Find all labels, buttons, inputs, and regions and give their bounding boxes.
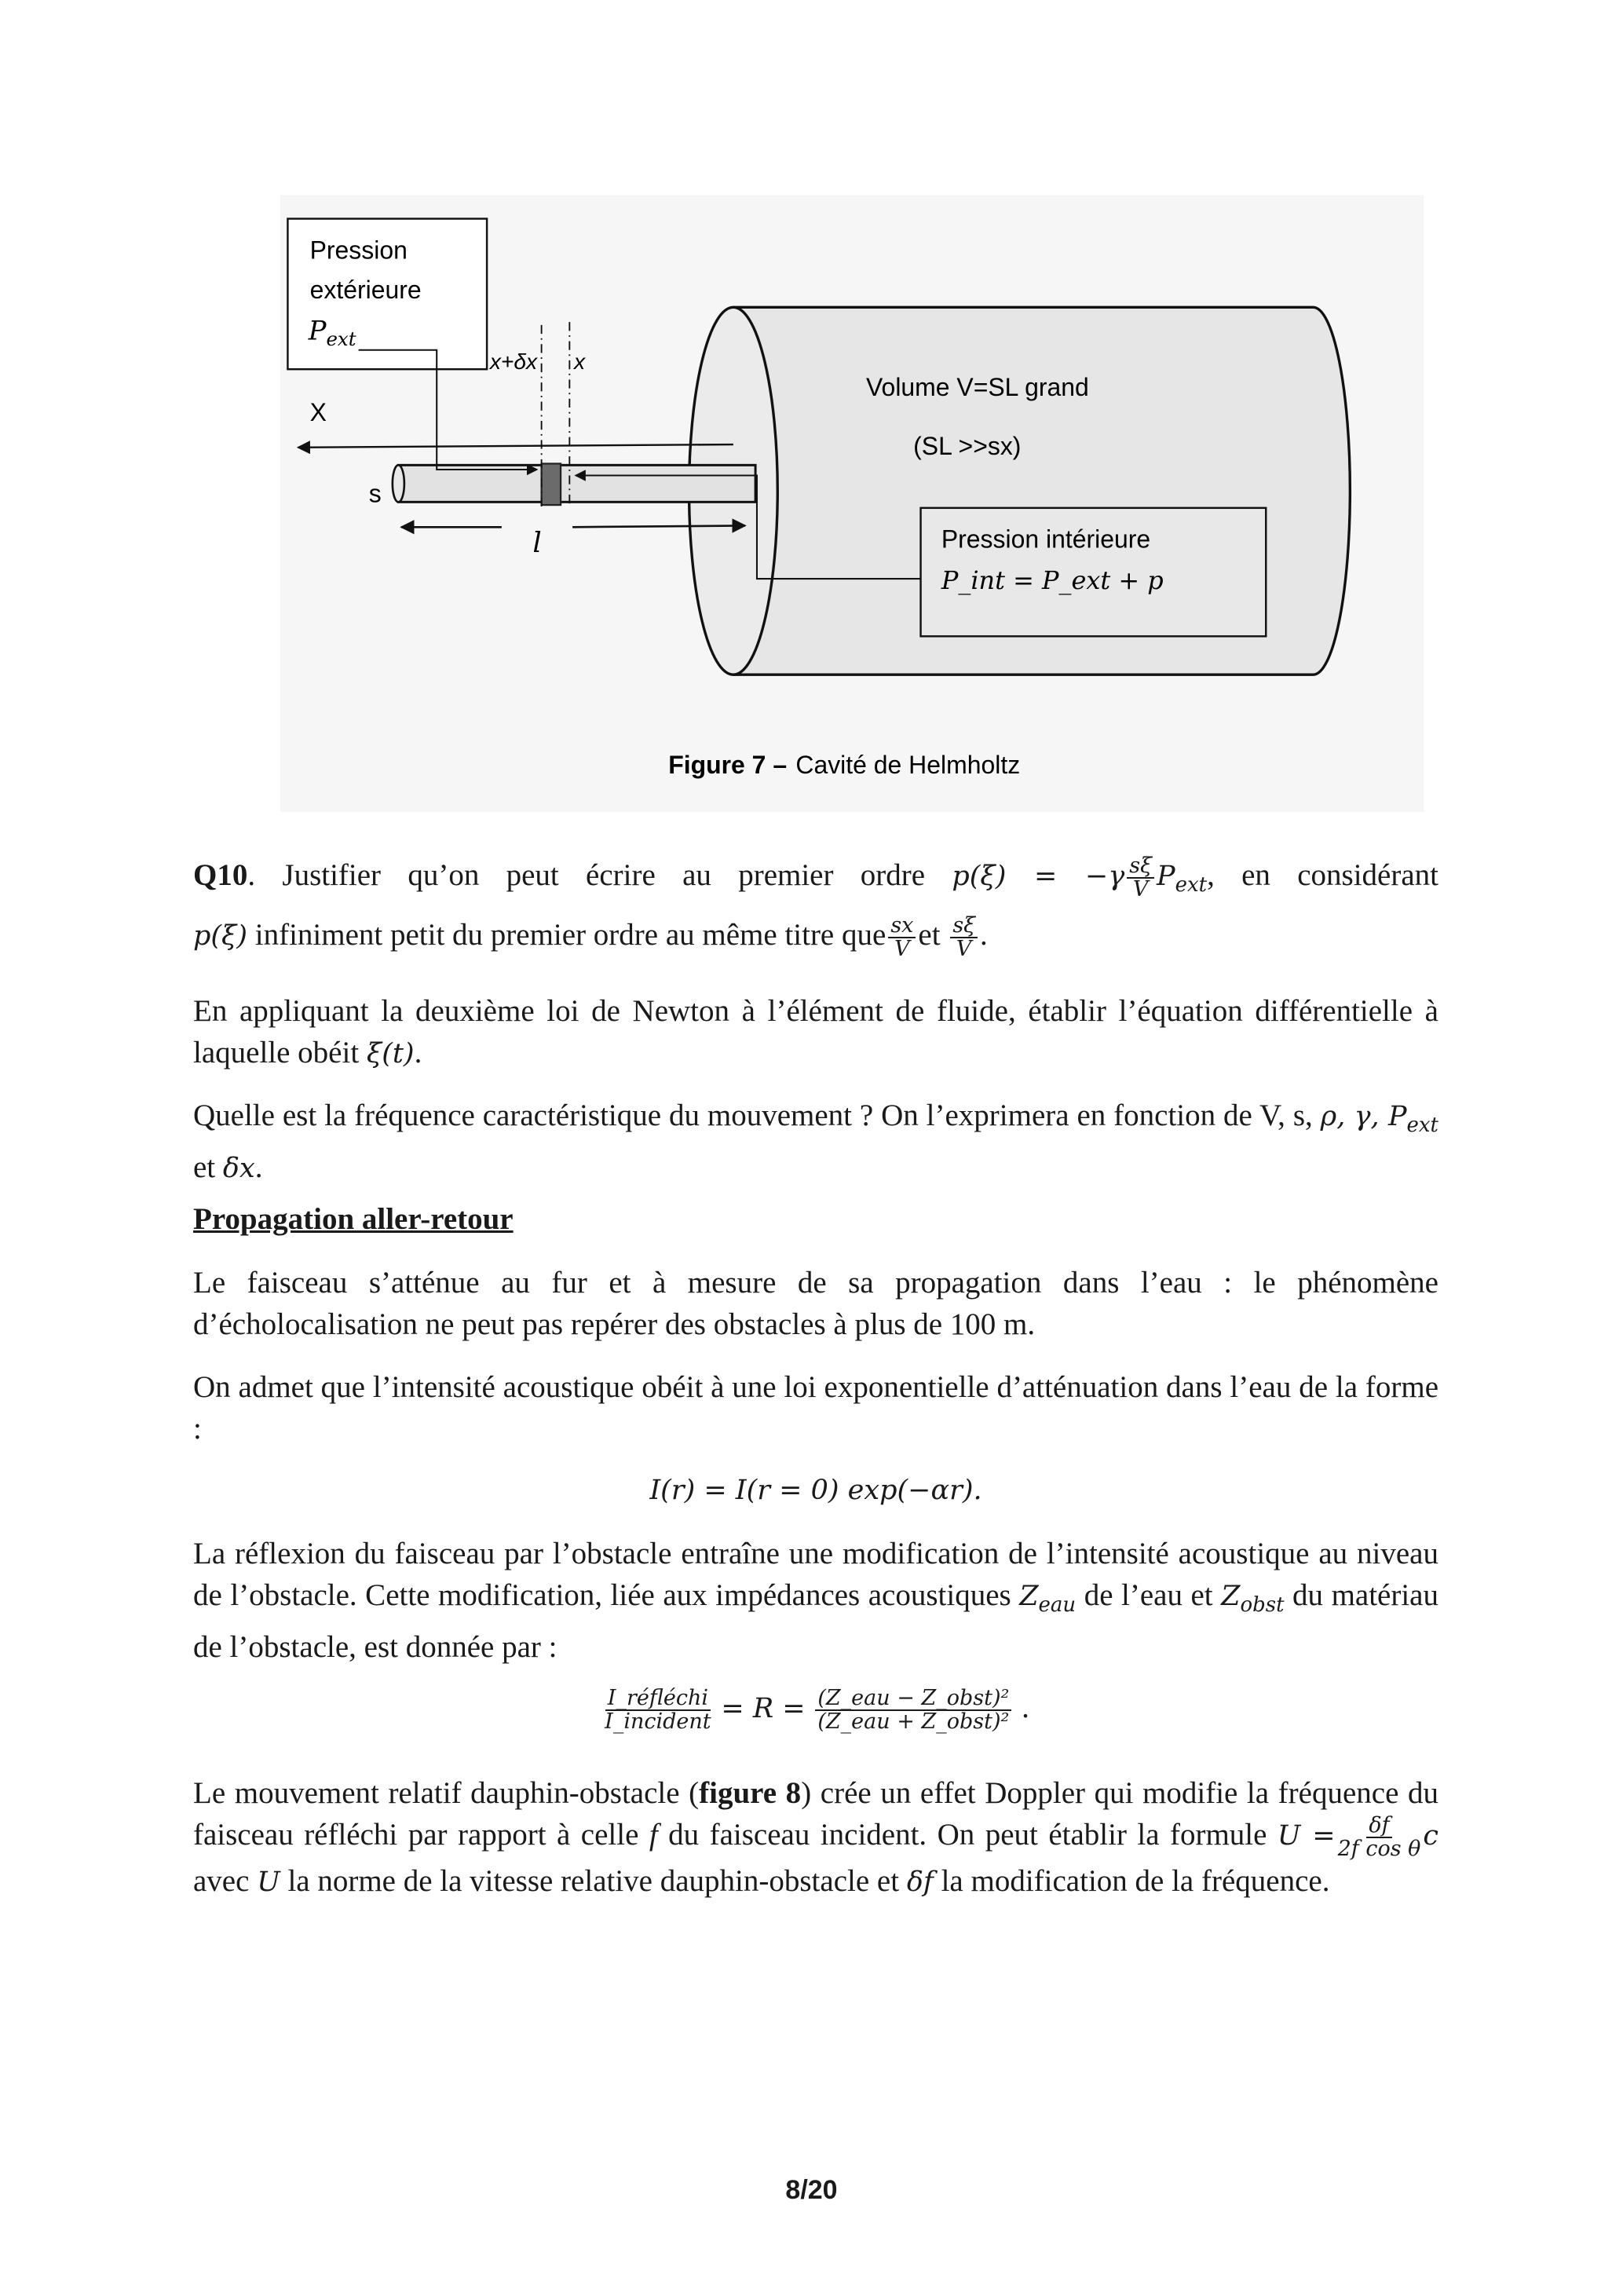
q10-line2: p(ξ) infiniment petit du premier ordre au même titre que $\frac{sx}{V}$ et $\frac{s\xi}{V}$ . [193,913,988,962]
figure-caption: Figure 7 – Cavité de Helmholtz [668,751,1021,780]
q10-text: . Justifier qu’on peut écrire au premier ordre [247,858,926,892]
page-number: 8/20 [785,2175,838,2205]
fluid-element [542,463,561,505]
q10-frac: $\frac{s\xi}{V}$ [1127,855,1154,901]
section-label: s [368,479,382,508]
doppler-paragraph: Le mouvement relatif dauphin-obstacle (figure 8) crée un effet Doppler qui modifie la fréquence du faisceau réfléchi par rapport à celle f du faisceau incident. On peut établir la formule U = $\frac{\delta f}{\text{2f cos θ}}$ c avec U la norme de la vitesse relative dauphin-obstacle et δf la modification de la fréquence. [193,1776,1438,1899]
label-x: x [573,349,586,375]
section-heading: Propagation aller-retour [193,1202,514,1236]
volume-condition: (SL >>sx) [913,432,1022,461]
helmholtz-cavity-figure [0,0,1623,817]
question-number: Q10 [193,858,248,892]
label-x-plus-dx: x+δx [489,349,538,375]
volume-label: Volume V=SL grand [866,373,1089,402]
frequency-paragraph: Quelle est la fréquence caractéristique du mouvement ? On l’exprimera en fonction de V, s, ρ, γ, $P_{ext}$ et δx. [193,1099,1438,1184]
length-label: l [532,527,542,560]
reflection-paragraph: La réflexion du faisceau par l’obstacle entraîne une modification de l’intensité acoustique au niveau de l’obstacle. Cette modification, liée aux impédances acoustiques $Z_{eau}$ de l’eau et $Z_{obst}$ du matériau de l’obstacle, est donnée par : [193,1537,1438,1664]
ext-box-symbol: $P_{ext}$ [308,315,356,351]
attenuation-equation: I(r) = I(r = 0) exp(−αr). [649,1475,982,1506]
axis-label: X [309,397,327,426]
ext-box-line1: Pression [309,236,408,265]
intensity-paragraph: On admet que l’intensité acoustique obéit à une loi exponentielle d’atténuation dans l’eau de la forme : [193,1370,1438,1446]
newton-paragraph: En appliquant la deuxième loi de Newton à l’élément de fluide, établir l’équation différentielle à laquelle obéit ξ(t). [193,994,1438,1069]
length-arrow-right [572,525,745,527]
q10-line1: Q10. Justifier qu’on peut écrire au premier ordre p(ξ) = −γ $\frac{s\xi}{V}$ $P_{ext}$, en considérant [193,854,1438,902]
attenuation-paragraph: Le faisceau s’atténue au fur et à mesure de sa propagation dans l’eau : le phénomène d’écholocalisation ne peut pas repérer des obstacles à plus de 100 m. [193,1266,1438,1341]
reflection-equation: $\frac{\text{I\_réfléchi}}{\text{I\_incident}}$ = R = $\frac{\text{(Z\_eau − Z\_obst)²}}{\text{(Z\_eau + Z\_obst)²}}$ . [605,1686,1029,1735]
int-box-line1: Pression intérieure [941,525,1151,554]
ext-box-line2: extérieure [309,276,422,305]
int-box-formula: P_int = P_ext + p [941,565,1164,596]
q10-eq-lhs: p(ξ) = −γ [952,861,1125,892]
